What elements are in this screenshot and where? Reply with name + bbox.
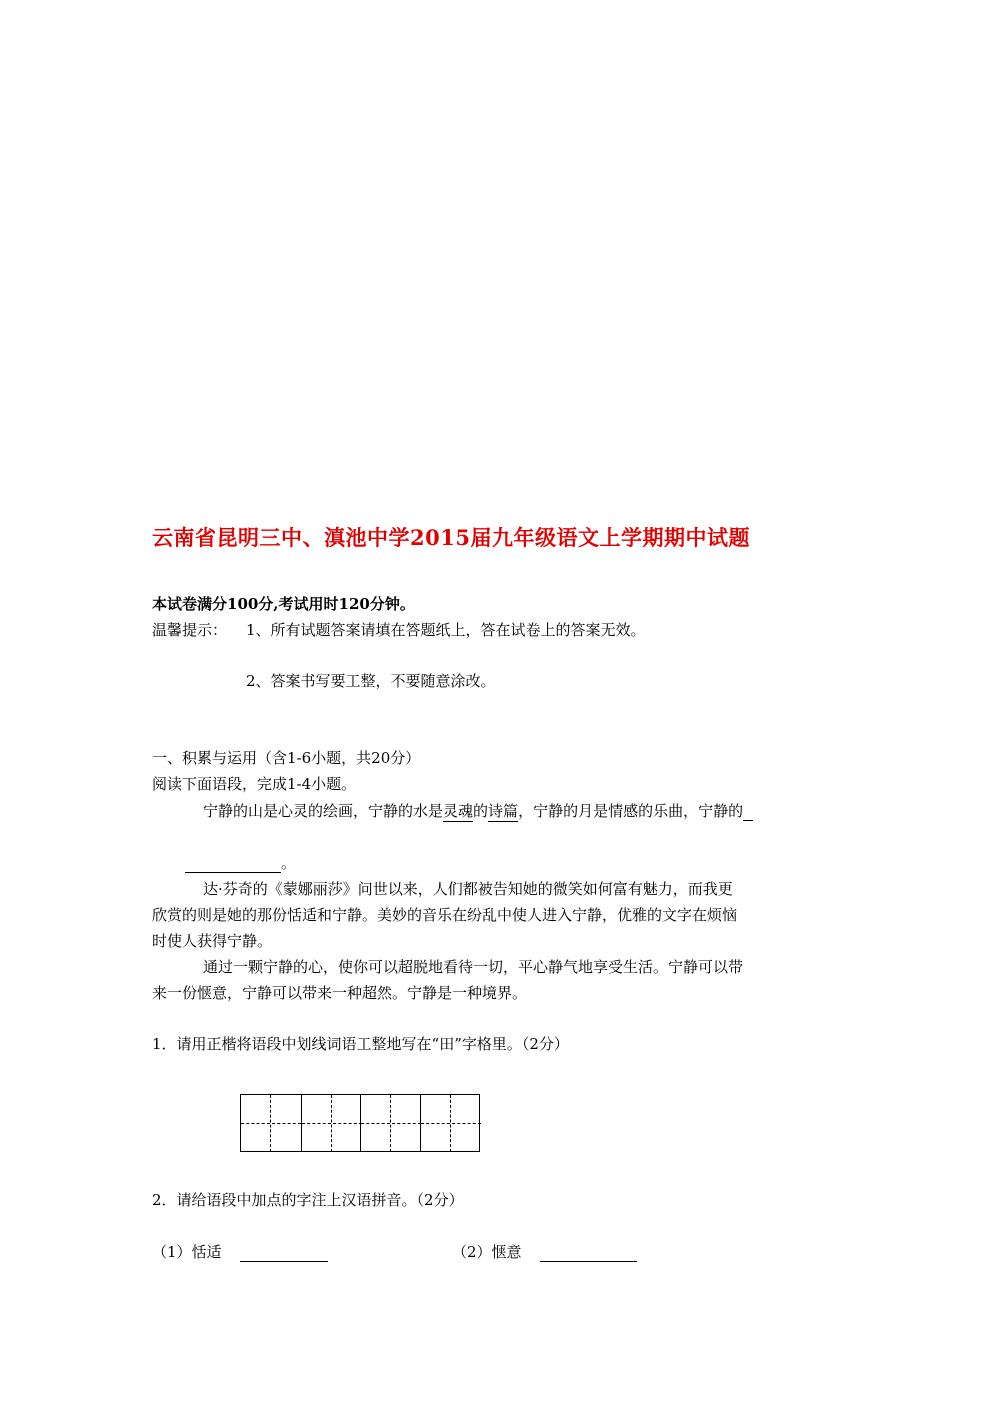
tian-grid-cell[interactable] (301, 1095, 361, 1152)
fill-blank-end[interactable] (185, 856, 281, 873)
q2-item-2 (452, 1241, 637, 1262)
tian-grid-cell[interactable] (241, 1095, 301, 1152)
fill-blank-start[interactable] (743, 804, 753, 821)
score-note: 本试卷满分100分,考试用时120分钟。 (152, 595, 415, 613)
question-2: 2．请给语段中加点的字注上汉语拼音。（2分） (152, 1191, 464, 1209)
tian-grid[interactable] (240, 1094, 480, 1152)
paragraph-1-end: 。 (281, 854, 297, 872)
paragraph-3-line-2: 来一份惬意，宁静可以带来一种超然。宁静是一种境界。 (152, 984, 528, 1002)
q2-item-1-label: （1）恬适 (152, 1243, 222, 1261)
tip-2: 2、答案书写要工整，不要随意涂改。 (246, 672, 496, 690)
question-1: 1．请用正楷将语段中划线词语工整地写在“田”字格里。（2分） (152, 1035, 569, 1053)
section-instruction: 阅读下面语段，完成1-4小题。 (152, 775, 357, 793)
q2-answer-1[interactable] (240, 1245, 328, 1262)
paragraph-1 (203, 800, 753, 821)
tian-grid-cell[interactable] (420, 1095, 480, 1152)
q2-answer-2[interactable] (540, 1245, 637, 1262)
underlined-word-2: 诗篇 (488, 802, 519, 820)
paragraph-2-line-1: 达·芬奇的《蒙娜丽莎》问世以来，人们都被告知她的微笑如何富有魅力，而我更 (203, 880, 733, 898)
q2-item-1 (152, 1241, 328, 1262)
q2-item-2-label: （2）惬意 (452, 1243, 522, 1261)
tian-grid-cell[interactable] (360, 1095, 420, 1152)
paragraph-1-continuation (185, 852, 296, 873)
section-heading: 一、积累与运用（含1-6小题，共20分） (152, 749, 421, 767)
tip-label: 温馨提示： (152, 621, 228, 639)
paragraph-1-part-c: ，宁静的月是情感的乐曲，宁静的 (518, 802, 744, 820)
paragraph-2-line-3: 时使人获得宁静。 (152, 932, 273, 950)
tip-1: 1、所有试题答案请填在答题纸上，答在试卷上的答案无效。 (246, 621, 646, 639)
page-title: 云南省昆明三中、滇池中学2015届九年级语文上学期期中试题 (152, 525, 750, 550)
paragraph-1-part-b: 的 (473, 802, 489, 820)
paragraph-1-part-a: 宁静的山是心灵的绘画，宁静的水是 (203, 802, 444, 820)
underlined-word-1: 灵魂 (443, 802, 474, 820)
paragraph-3-line-1: 通过一颗宁静的心，使你可以超脱地看待一切，平心静气地享受生活。宁静可以带 (203, 958, 744, 976)
paragraph-2-line-2: 欣赏的则是她的那份恬适和宁静。美妙的音乐在纷乱中使人进入宁静，优雅的文字在烦恼 (152, 906, 738, 924)
